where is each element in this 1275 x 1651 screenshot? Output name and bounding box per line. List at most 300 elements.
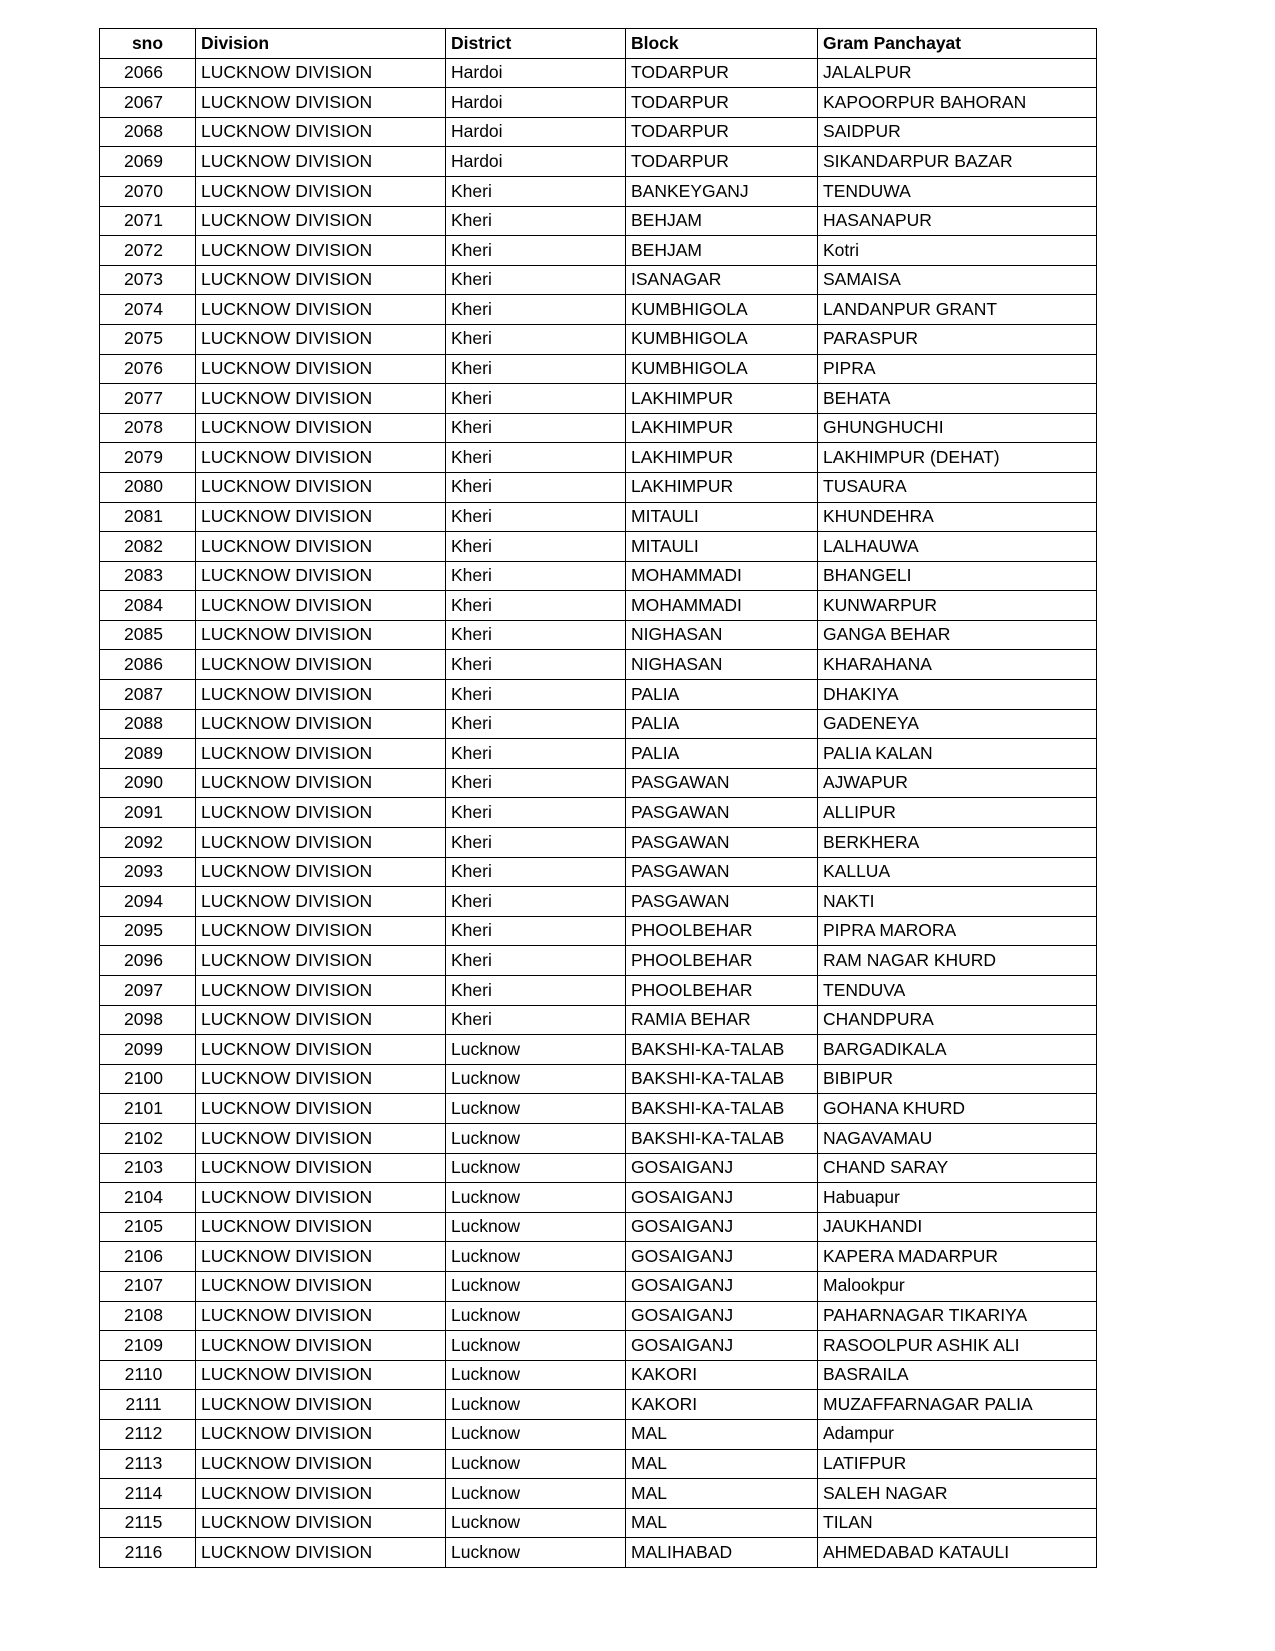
column-header-sno: sno xyxy=(100,29,196,59)
cell-gram_panchayat: Malookpur xyxy=(818,1271,1097,1301)
table-row xyxy=(100,1064,1097,1094)
cell-district: Kheri xyxy=(446,620,626,650)
cell-sno: 2094 xyxy=(100,887,196,917)
cell-district: Lucknow xyxy=(446,1301,626,1331)
cell-district: Hardoi xyxy=(446,58,626,88)
cell-district: Lucknow xyxy=(446,1479,626,1509)
cell-gram_panchayat: KHUNDEHRA xyxy=(818,502,1097,532)
cell-gram_panchayat: LALHAUWA xyxy=(818,532,1097,562)
cell-sno: 2093 xyxy=(100,857,196,887)
cell-division: LUCKNOW DIVISION xyxy=(196,739,446,769)
table-row xyxy=(100,1212,1097,1242)
cell-district: Lucknow xyxy=(446,1508,626,1538)
cell-block: TODARPUR xyxy=(626,88,818,118)
cell-block: GOSAIGANJ xyxy=(626,1271,818,1301)
cell-sno: 2070 xyxy=(100,176,196,206)
table-header xyxy=(100,29,1097,59)
cell-district: Kheri xyxy=(446,236,626,266)
cell-sno: 2115 xyxy=(100,1508,196,1538)
cell-sno: 2089 xyxy=(100,739,196,769)
cell-division: LUCKNOW DIVISION xyxy=(196,1301,446,1331)
cell-sno: 2076 xyxy=(100,354,196,384)
cell-sno: 2069 xyxy=(100,147,196,177)
cell-block: KAKORI xyxy=(626,1390,818,1420)
cell-division: LUCKNOW DIVISION xyxy=(196,354,446,384)
cell-gram_panchayat: BIBIPUR xyxy=(818,1064,1097,1094)
cell-block: GOSAIGANJ xyxy=(626,1242,818,1272)
cell-gram_panchayat: PIPRA xyxy=(818,354,1097,384)
cell-sno: 2112 xyxy=(100,1419,196,1449)
cell-gram_panchayat: RASOOLPUR ASHIK ALI xyxy=(818,1331,1097,1361)
cell-block: NIGHASAN xyxy=(626,620,818,650)
cell-division: LUCKNOW DIVISION xyxy=(196,946,446,976)
cell-gram_panchayat: Habuapur xyxy=(818,1183,1097,1213)
cell-division: LUCKNOW DIVISION xyxy=(196,1094,446,1124)
cell-block: GOSAIGANJ xyxy=(626,1153,818,1183)
cell-division: LUCKNOW DIVISION xyxy=(196,1390,446,1420)
table-row xyxy=(100,88,1097,118)
table-row xyxy=(100,709,1097,739)
cell-division: LUCKNOW DIVISION xyxy=(196,1212,446,1242)
cell-district: Kheri xyxy=(446,1005,626,1035)
cell-gram_panchayat: BASRAILA xyxy=(818,1360,1097,1390)
cell-sno: 2071 xyxy=(100,206,196,236)
cell-block: PHOOLBEHAR xyxy=(626,946,818,976)
table-row xyxy=(100,384,1097,414)
cell-gram_panchayat: PIPRA MARORA xyxy=(818,916,1097,946)
cell-sno: 2072 xyxy=(100,236,196,266)
gram-panchayat-table-container xyxy=(99,28,1096,1568)
cell-gram_panchayat: GOHANA KHURD xyxy=(818,1094,1097,1124)
cell-gram_panchayat: KAPERA MADARPUR xyxy=(818,1242,1097,1272)
table-row xyxy=(100,680,1097,710)
cell-gram_panchayat: KUNWARPUR xyxy=(818,591,1097,621)
cell-sno: 2110 xyxy=(100,1360,196,1390)
cell-gram_panchayat: SAMAISA xyxy=(818,265,1097,295)
table-row xyxy=(100,413,1097,443)
cell-gram_panchayat: JALALPUR xyxy=(818,58,1097,88)
cell-block: ISANAGAR xyxy=(626,265,818,295)
cell-division: LUCKNOW DIVISION xyxy=(196,1271,446,1301)
column-header-district: District xyxy=(446,29,626,59)
cell-district: Kheri xyxy=(446,857,626,887)
cell-division: LUCKNOW DIVISION xyxy=(196,324,446,354)
cell-district: Kheri xyxy=(446,502,626,532)
cell-block: LAKHIMPUR xyxy=(626,443,818,473)
cell-district: Lucknow xyxy=(446,1094,626,1124)
table-row xyxy=(100,798,1097,828)
cell-gram_panchayat: GANGA BEHAR xyxy=(818,620,1097,650)
cell-division: LUCKNOW DIVISION xyxy=(196,206,446,236)
cell-division: LUCKNOW DIVISION xyxy=(196,1419,446,1449)
cell-block: NIGHASAN xyxy=(626,650,818,680)
cell-block: LAKHIMPUR xyxy=(626,384,818,414)
cell-division: LUCKNOW DIVISION xyxy=(196,857,446,887)
cell-block: MALIHABAD xyxy=(626,1538,818,1568)
cell-sno: 2103 xyxy=(100,1153,196,1183)
table-row xyxy=(100,1479,1097,1509)
cell-division: LUCKNOW DIVISION xyxy=(196,502,446,532)
table-row xyxy=(100,1538,1097,1568)
cell-gram_panchayat: Kotri xyxy=(818,236,1097,266)
cell-district: Hardoi xyxy=(446,88,626,118)
table-row xyxy=(100,236,1097,266)
cell-gram_panchayat: GHUNGHUCHI xyxy=(818,413,1097,443)
cell-gram_panchayat: TENDUWA xyxy=(818,176,1097,206)
table-row xyxy=(100,1360,1097,1390)
cell-gram_panchayat: LAKHIMPUR (DEHAT) xyxy=(818,443,1097,473)
cell-division: LUCKNOW DIVISION xyxy=(196,1242,446,1272)
table-row xyxy=(100,1035,1097,1065)
cell-division: LUCKNOW DIVISION xyxy=(196,236,446,266)
cell-block: RAMIA BEHAR xyxy=(626,1005,818,1035)
table-row xyxy=(100,1153,1097,1183)
table-row xyxy=(100,532,1097,562)
table-row xyxy=(100,472,1097,502)
table-body xyxy=(100,58,1097,1567)
table-row xyxy=(100,650,1097,680)
cell-sno: 2111 xyxy=(100,1390,196,1420)
table-row xyxy=(100,1449,1097,1479)
cell-district: Kheri xyxy=(446,206,626,236)
cell-block: PASGAWAN xyxy=(626,828,818,858)
cell-sno: 2088 xyxy=(100,709,196,739)
cell-division: LUCKNOW DIVISION xyxy=(196,1153,446,1183)
cell-sno: 2096 xyxy=(100,946,196,976)
cell-sno: 2074 xyxy=(100,295,196,325)
cell-sno: 2108 xyxy=(100,1301,196,1331)
table-row xyxy=(100,946,1097,976)
cell-division: LUCKNOW DIVISION xyxy=(196,1064,446,1094)
table-row xyxy=(100,1508,1097,1538)
table-row xyxy=(100,916,1097,946)
cell-block: PHOOLBEHAR xyxy=(626,976,818,1006)
cell-division: LUCKNOW DIVISION xyxy=(196,650,446,680)
table-row xyxy=(100,561,1097,591)
table-row xyxy=(100,976,1097,1006)
table-row xyxy=(100,1242,1097,1272)
cell-division: LUCKNOW DIVISION xyxy=(196,147,446,177)
cell-district: Lucknow xyxy=(446,1242,626,1272)
cell-sno: 2083 xyxy=(100,561,196,591)
cell-district: Kheri xyxy=(446,709,626,739)
cell-gram_panchayat: TUSAURA xyxy=(818,472,1097,502)
table-row xyxy=(100,206,1097,236)
cell-sno: 2106 xyxy=(100,1242,196,1272)
cell-gram_panchayat: DHAKIYA xyxy=(818,680,1097,710)
cell-division: LUCKNOW DIVISION xyxy=(196,1331,446,1361)
cell-block: PALIA xyxy=(626,709,818,739)
cell-sno: 2066 xyxy=(100,58,196,88)
cell-block: BAKSHI-KA-TALAB xyxy=(626,1123,818,1153)
cell-sno: 2099 xyxy=(100,1035,196,1065)
cell-district: Lucknow xyxy=(446,1123,626,1153)
cell-district: Kheri xyxy=(446,887,626,917)
cell-block: GOSAIGANJ xyxy=(626,1331,818,1361)
cell-district: Lucknow xyxy=(446,1212,626,1242)
cell-block: MOHAMMADI xyxy=(626,591,818,621)
cell-block: PASGAWAN xyxy=(626,798,818,828)
cell-sno: 2078 xyxy=(100,413,196,443)
cell-district: Kheri xyxy=(446,946,626,976)
cell-sno: 2077 xyxy=(100,384,196,414)
cell-block: MITAULI xyxy=(626,532,818,562)
cell-sno: 2092 xyxy=(100,828,196,858)
cell-sno: 2073 xyxy=(100,265,196,295)
cell-block: MAL xyxy=(626,1419,818,1449)
cell-block: PASGAWAN xyxy=(626,857,818,887)
cell-block: MOHAMMADI xyxy=(626,561,818,591)
cell-district: Kheri xyxy=(446,650,626,680)
cell-block: PASGAWAN xyxy=(626,768,818,798)
cell-district: Lucknow xyxy=(446,1449,626,1479)
cell-division: LUCKNOW DIVISION xyxy=(196,384,446,414)
table-row xyxy=(100,591,1097,621)
cell-district: Kheri xyxy=(446,798,626,828)
table-row xyxy=(100,502,1097,532)
cell-district: Lucknow xyxy=(446,1360,626,1390)
table-row xyxy=(100,147,1097,177)
cell-district: Hardoi xyxy=(446,147,626,177)
cell-gram_panchayat: LATIFPUR xyxy=(818,1449,1097,1479)
cell-block: BAKSHI-KA-TALAB xyxy=(626,1094,818,1124)
cell-sno: 2095 xyxy=(100,916,196,946)
cell-division: LUCKNOW DIVISION xyxy=(196,828,446,858)
table-row xyxy=(100,443,1097,473)
cell-division: LUCKNOW DIVISION xyxy=(196,88,446,118)
cell-sno: 2091 xyxy=(100,798,196,828)
cell-district: Lucknow xyxy=(446,1064,626,1094)
cell-block: KAKORI xyxy=(626,1360,818,1390)
cell-division: LUCKNOW DIVISION xyxy=(196,532,446,562)
cell-division: LUCKNOW DIVISION xyxy=(196,472,446,502)
cell-district: Kheri xyxy=(446,265,626,295)
cell-block: BANKEYGANJ xyxy=(626,176,818,206)
table-row xyxy=(100,1390,1097,1420)
cell-division: LUCKNOW DIVISION xyxy=(196,709,446,739)
table-row xyxy=(100,1271,1097,1301)
cell-division: LUCKNOW DIVISION xyxy=(196,916,446,946)
cell-division: LUCKNOW DIVISION xyxy=(196,265,446,295)
cell-gram_panchayat: PALIA KALAN xyxy=(818,739,1097,769)
cell-sno: 2109 xyxy=(100,1331,196,1361)
cell-gram_panchayat: KHARAHANA xyxy=(818,650,1097,680)
cell-block: PHOOLBEHAR xyxy=(626,916,818,946)
cell-block: LAKHIMPUR xyxy=(626,413,818,443)
cell-sno: 2075 xyxy=(100,324,196,354)
cell-block: GOSAIGANJ xyxy=(626,1183,818,1213)
cell-sno: 2101 xyxy=(100,1094,196,1124)
cell-district: Kheri xyxy=(446,472,626,502)
cell-sno: 2082 xyxy=(100,532,196,562)
cell-district: Kheri xyxy=(446,384,626,414)
cell-block: BEHJAM xyxy=(626,206,818,236)
cell-division: LUCKNOW DIVISION xyxy=(196,887,446,917)
cell-district: Hardoi xyxy=(446,117,626,147)
cell-gram_panchayat: TILAN xyxy=(818,1508,1097,1538)
cell-gram_panchayat: BEHATA xyxy=(818,384,1097,414)
table-row xyxy=(100,324,1097,354)
cell-sno: 2107 xyxy=(100,1271,196,1301)
cell-sno: 2102 xyxy=(100,1123,196,1153)
cell-gram_panchayat: GADENEYA xyxy=(818,709,1097,739)
cell-gram_panchayat: SAIDPUR xyxy=(818,117,1097,147)
cell-district: Kheri xyxy=(446,916,626,946)
cell-block: TODARPUR xyxy=(626,147,818,177)
cell-division: LUCKNOW DIVISION xyxy=(196,117,446,147)
cell-gram_panchayat: CHAND SARAY xyxy=(818,1153,1097,1183)
cell-block: KUMBHIGOLA xyxy=(626,354,818,384)
table-row xyxy=(100,620,1097,650)
cell-gram_panchayat: NAGAVAMAU xyxy=(818,1123,1097,1153)
table-row xyxy=(100,739,1097,769)
cell-gram_panchayat: JAUKHANDI xyxy=(818,1212,1097,1242)
cell-district: Lucknow xyxy=(446,1153,626,1183)
cell-block: PALIA xyxy=(626,680,818,710)
cell-district: Lucknow xyxy=(446,1538,626,1568)
table-row xyxy=(100,887,1097,917)
cell-gram_panchayat: KAPOORPUR BAHORAN xyxy=(818,88,1097,118)
cell-division: LUCKNOW DIVISION xyxy=(196,1123,446,1153)
cell-gram_panchayat: PAHARNAGAR TIKARIYA xyxy=(818,1301,1097,1331)
table-row xyxy=(100,1183,1097,1213)
cell-division: LUCKNOW DIVISION xyxy=(196,1508,446,1538)
cell-block: MAL xyxy=(626,1449,818,1479)
cell-block: PASGAWAN xyxy=(626,887,818,917)
cell-gram_panchayat: NAKTI xyxy=(818,887,1097,917)
cell-division: LUCKNOW DIVISION xyxy=(196,1035,446,1065)
table-row xyxy=(100,1331,1097,1361)
cell-sno: 2081 xyxy=(100,502,196,532)
cell-district: Kheri xyxy=(446,976,626,1006)
cell-gram_panchayat: PARASPUR xyxy=(818,324,1097,354)
cell-sno: 2090 xyxy=(100,768,196,798)
cell-sno: 2114 xyxy=(100,1479,196,1509)
table-row xyxy=(100,857,1097,887)
cell-sno: 2105 xyxy=(100,1212,196,1242)
cell-sno: 2116 xyxy=(100,1538,196,1568)
cell-gram_panchayat: MUZAFFARNAGAR PALIA xyxy=(818,1390,1097,1420)
column-header-division: Division xyxy=(196,29,446,59)
column-header-gram-panchayat: Gram Panchayat xyxy=(818,29,1097,59)
cell-sno: 2080 xyxy=(100,472,196,502)
cell-gram_panchayat: KALLUA xyxy=(818,857,1097,887)
cell-district: Kheri xyxy=(446,443,626,473)
cell-division: LUCKNOW DIVISION xyxy=(196,58,446,88)
cell-gram_panchayat: Adampur xyxy=(818,1419,1097,1449)
cell-block: MAL xyxy=(626,1479,818,1509)
cell-gram_panchayat: ALLIPUR xyxy=(818,798,1097,828)
cell-division: LUCKNOW DIVISION xyxy=(196,1183,446,1213)
table-row xyxy=(100,768,1097,798)
cell-division: LUCKNOW DIVISION xyxy=(196,1360,446,1390)
cell-block: KUMBHIGOLA xyxy=(626,295,818,325)
column-header-block: Block xyxy=(626,29,818,59)
cell-division: LUCKNOW DIVISION xyxy=(196,1479,446,1509)
cell-district: Lucknow xyxy=(446,1271,626,1301)
table-row xyxy=(100,1005,1097,1035)
cell-district: Kheri xyxy=(446,354,626,384)
cell-sno: 2084 xyxy=(100,591,196,621)
cell-sno: 2097 xyxy=(100,976,196,1006)
cell-district: Kheri xyxy=(446,295,626,325)
cell-sno: 2068 xyxy=(100,117,196,147)
cell-sno: 2079 xyxy=(100,443,196,473)
cell-district: Kheri xyxy=(446,768,626,798)
cell-district: Lucknow xyxy=(446,1419,626,1449)
table-row xyxy=(100,117,1097,147)
cell-sno: 2104 xyxy=(100,1183,196,1213)
cell-block: LAKHIMPUR xyxy=(626,472,818,502)
cell-gram_panchayat: RAM NAGAR KHURD xyxy=(818,946,1097,976)
table-header-row xyxy=(100,29,1097,59)
cell-block: TODARPUR xyxy=(626,117,818,147)
cell-gram_panchayat: BARGADIKALA xyxy=(818,1035,1097,1065)
cell-sno: 2067 xyxy=(100,88,196,118)
cell-district: Lucknow xyxy=(446,1183,626,1213)
cell-division: LUCKNOW DIVISION xyxy=(196,620,446,650)
cell-district: Lucknow xyxy=(446,1331,626,1361)
cell-district: Kheri xyxy=(446,561,626,591)
table-row xyxy=(100,1123,1097,1153)
cell-district: Kheri xyxy=(446,828,626,858)
cell-division: LUCKNOW DIVISION xyxy=(196,798,446,828)
cell-division: LUCKNOW DIVISION xyxy=(196,176,446,206)
table-row xyxy=(100,828,1097,858)
cell-division: LUCKNOW DIVISION xyxy=(196,680,446,710)
cell-division: LUCKNOW DIVISION xyxy=(196,1538,446,1568)
cell-division: LUCKNOW DIVISION xyxy=(196,561,446,591)
cell-district: Kheri xyxy=(446,176,626,206)
cell-gram_panchayat: TENDUVA xyxy=(818,976,1097,1006)
table-row xyxy=(100,1419,1097,1449)
cell-block: GOSAIGANJ xyxy=(626,1301,818,1331)
cell-sno: 2086 xyxy=(100,650,196,680)
cell-division: LUCKNOW DIVISION xyxy=(196,1005,446,1035)
cell-gram_panchayat: SALEH NAGAR xyxy=(818,1479,1097,1509)
cell-gram_panchayat: CHANDPURA xyxy=(818,1005,1097,1035)
cell-block: MAL xyxy=(626,1508,818,1538)
cell-block: KUMBHIGOLA xyxy=(626,324,818,354)
table-row xyxy=(100,354,1097,384)
table-row xyxy=(100,176,1097,206)
cell-district: Kheri xyxy=(446,739,626,769)
cell-division: LUCKNOW DIVISION xyxy=(196,976,446,1006)
cell-district: Lucknow xyxy=(446,1035,626,1065)
cell-division: LUCKNOW DIVISION xyxy=(196,768,446,798)
cell-block: BAKSHI-KA-TALAB xyxy=(626,1035,818,1065)
cell-gram_panchayat: AJWAPUR xyxy=(818,768,1097,798)
table-row xyxy=(100,1094,1097,1124)
cell-gram_panchayat: SIKANDARPUR BAZAR xyxy=(818,147,1097,177)
cell-sno: 2098 xyxy=(100,1005,196,1035)
cell-division: LUCKNOW DIVISION xyxy=(196,413,446,443)
cell-sno: 2100 xyxy=(100,1064,196,1094)
cell-district: Kheri xyxy=(446,532,626,562)
cell-district: Kheri xyxy=(446,591,626,621)
cell-district: Lucknow xyxy=(446,1390,626,1420)
cell-sno: 2085 xyxy=(100,620,196,650)
cell-gram_panchayat: LANDANPUR GRANT xyxy=(818,295,1097,325)
cell-district: Kheri xyxy=(446,413,626,443)
cell-sno: 2087 xyxy=(100,680,196,710)
cell-district: Kheri xyxy=(446,680,626,710)
cell-gram_panchayat: BHANGELI xyxy=(818,561,1097,591)
cell-gram_panchayat: HASANAPUR xyxy=(818,206,1097,236)
cell-block: GOSAIGANJ xyxy=(626,1212,818,1242)
cell-district: Kheri xyxy=(446,324,626,354)
table-row xyxy=(100,265,1097,295)
